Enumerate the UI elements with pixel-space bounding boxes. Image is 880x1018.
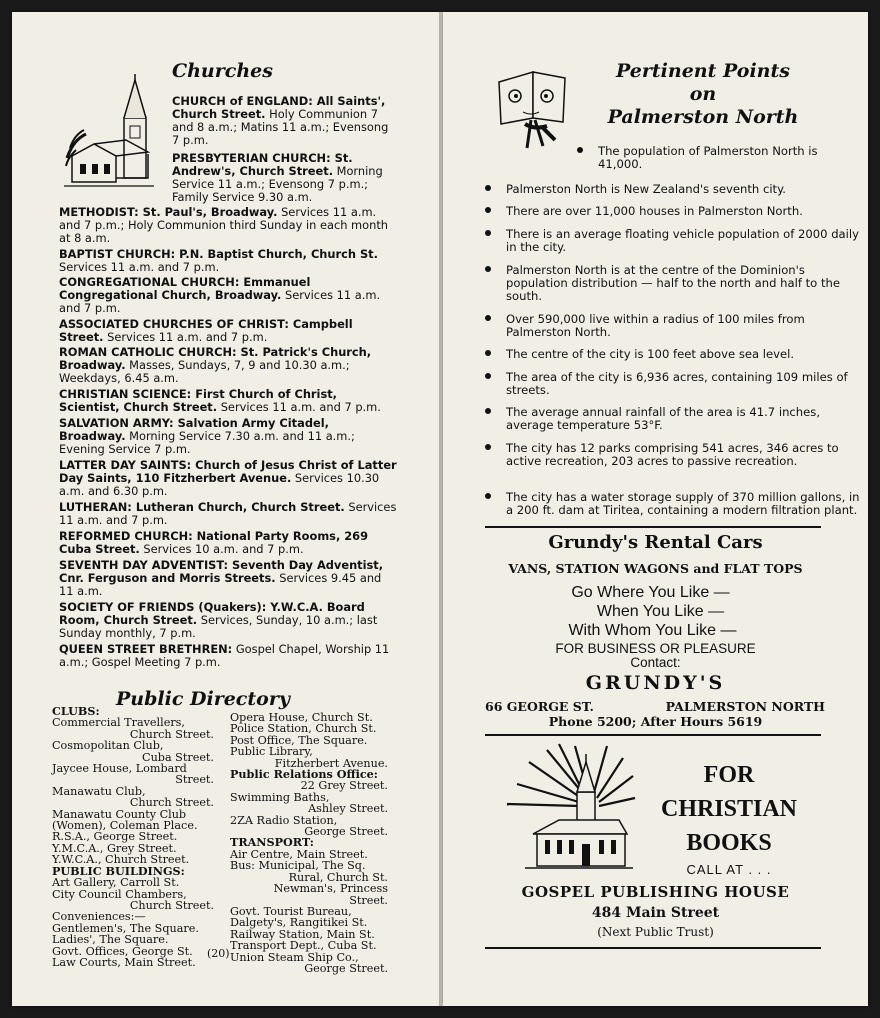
grundy-business-line	[443, 642, 868, 670]
directory-entry: Jaycee House, Lombard	[52, 762, 187, 776]
directory-heading: CLUBS:	[52, 704, 100, 718]
directory-entry: Govt. Tourist Bureau,	[230, 904, 352, 918]
directory-entry: Ladies', The Square.	[52, 933, 169, 947]
grundy-slogan: When You Like —	[596, 603, 725, 620]
directory-entry: Y.W.C.A., Church Street.	[52, 853, 190, 867]
bullet-icon	[577, 147, 583, 153]
church-illustration	[64, 74, 164, 196]
headline-line: BOOKS	[686, 830, 772, 856]
directory-entry: Public Library,	[230, 745, 313, 759]
directory-entry: Opera House, Church St.	[230, 711, 373, 724]
directory-entry: Law Courts, Main Street.	[52, 955, 196, 969]
grundy-slogan: With Whom You Like —	[568, 622, 737, 639]
gospel-note: (Next Public Trust)	[597, 925, 714, 939]
directory-entry: Dalgety's, Rangitikei St.	[230, 916, 368, 930]
directory-entry: Swimming Baths,	[230, 790, 330, 804]
directory-entry: Union Steam Ship Co.,	[230, 950, 359, 964]
grundy-slogan: Go Where You Like —	[571, 584, 730, 601]
directory-entry: Manawatu Club,	[52, 784, 146, 798]
directory-entry: City Council Chambers,	[52, 887, 187, 901]
directory-entry-continuation: Street.	[175, 773, 214, 787]
directory-entry: (Women), Coleman Place.	[52, 819, 198, 833]
grundy-subtitle: VANS, STATION WAGONS and FLAT TOPS	[508, 561, 803, 576]
bullet-icon	[485, 315, 491, 321]
gospel-address: 484 Main Street	[591, 905, 720, 921]
church-entry: ROMAN CATHOLIC CHURCH: St. Patrick's Church, Broadway. Masses, Sundays, 7, 9 and 10.30 a.m.; Weekdays, 6.45 a.m.	[59, 345, 372, 385]
grundy-title: Grundy's Rental Cars	[548, 532, 763, 553]
directory-entry: Railway Station, Main St.	[230, 927, 375, 941]
call-at: CALL AT . . .	[686, 862, 772, 877]
directory-entry: Commercial Travellers,	[52, 716, 185, 730]
directory-heading: PUBLIC BUILDINGS:	[52, 863, 185, 878]
church-entry: LUTHERAN: Lutheran Church, Church Street. Services 11 a.m. and 7 p.m.	[59, 500, 397, 527]
bullet-icon	[485, 493, 491, 499]
church-entry: CONGREGATIONAL CHURCH: Emmanuel Congregational Church, Broadway. Services 11 a.m. and 7 p.m.	[59, 275, 381, 315]
directory-entry-continuation: Newman's, Princess	[273, 882, 388, 896]
directory-entry-continuation: Ashley Street.	[308, 802, 388, 816]
christian-books-headline	[649, 758, 809, 860]
church-entry: LATTER DAY SAINTS: Church of Jesus Christ of Latter Day Saints, 110 Fitzherbert Avenue. Services 10.30 a.m. and 6.30 p.m.	[59, 458, 397, 498]
directory-entry: Manawatu County Club	[52, 807, 187, 821]
reader-illustration	[495, 68, 573, 154]
directory-entry: Art Gallery, Carroll St.	[52, 876, 180, 890]
page-number: (20)	[207, 947, 230, 960]
church-entry: SOCIETY OF FRIENDS (Quakers): Y.W.C.A. Board Room, Church Street. Services, Sunday, 10 a.m.; last Sunday monthly, 7 p.m.	[59, 600, 378, 640]
address-street: 66 GEORGE ST.	[485, 699, 594, 714]
headline-line: FOR	[703, 762, 755, 788]
directory-entry: Cosmopolitan Club,	[52, 739, 164, 753]
church-entry: METHODIST: St. Paul's, Broadway. Services 11 a.m. and 7 p.m.; Holy Communion third Sunday in each month at 8 a.m.	[59, 205, 389, 245]
headline-line: CHRISTIAN	[660, 796, 798, 822]
directory-entry-continuation: Church Street.	[129, 898, 214, 912]
directory-entry: Conveniences:—	[52, 910, 146, 924]
bullet-icon	[485, 230, 491, 236]
directory-entry-continuation: George Street.	[304, 961, 388, 975]
directory-entry-continuation: Cuba Street.	[142, 750, 214, 764]
directory-entry-continuation: George Street.	[304, 825, 388, 839]
directory-entry: Gentlemen's, The Square.	[52, 921, 199, 935]
title-line: Palmerston North	[607, 106, 799, 128]
grundy-phone: Phone 5200; After Hours 5619	[548, 714, 763, 729]
contact-label: Contact:	[630, 655, 681, 670]
bullet-icon	[485, 444, 491, 450]
church-entry: QUEEN STREET BRETHREN: Gospel Chapel, Worship 11 a.m.; Gospel Meeting 7 p.m.	[59, 642, 390, 669]
directory-entry: Air Centre, Main Street.	[230, 847, 368, 861]
directory-entry: 2ZA Radio Station,	[230, 813, 338, 827]
grundy-name: GRUNDY'S	[585, 672, 726, 694]
church-entry: CHURCH of ENGLAND: All Saints', Church Street. Holy Communion 7 and 8 a.m.; Matins 11 a.m.; Evensong 7 p.m.	[172, 94, 389, 147]
gospel-publishing-house: GOSPEL PUBLISHING HOUSE	[521, 883, 790, 901]
business-line: FOR BUSINESS OR PLEASURE	[555, 641, 756, 656]
church-entry: CHRISTIAN SCIENCE: First Church of Christ, Scientist, Church Street. Services 11 a.m. and 7 p.m.	[59, 387, 381, 414]
left-page	[12, 12, 439, 1006]
bullet-icon	[485, 185, 491, 191]
divider	[485, 947, 821, 949]
directory-entry: Police Station, Church St.	[230, 722, 377, 736]
churches-title: Churches	[172, 60, 273, 82]
directory-entry-continuation: Street.	[349, 893, 388, 907]
bullet-icon	[485, 207, 491, 213]
church-entry: BAPTIST CHURCH: P.N. Baptist Church, Church St. Services 11 a.m. and 7 p.m.	[59, 247, 378, 274]
divider	[485, 734, 821, 736]
address-city: PALMERSTON NORTH	[665, 699, 825, 714]
church-entry: SEVENTH DAY ADVENTIST: Seventh Day Adventist, Cnr. Ferguson and Morris Streets. Services 9.45 and 11 a.m.	[59, 558, 384, 598]
title-line: on	[689, 83, 717, 105]
directory-entry: R.S.A., George Street.	[52, 830, 178, 844]
bullet-icon	[485, 408, 491, 414]
grundy-address	[485, 699, 825, 714]
directory-entry-continuation: Fitzherbert Avenue.	[274, 756, 388, 770]
divider	[485, 526, 821, 528]
directory-entry-continuation: 22 Grey Street.	[300, 779, 388, 793]
directory-entry: Post Office, The Square.	[230, 733, 368, 747]
right-page: Pertinent Points on Palmerston North The population of Palmerston North is 41,000. Palmerston North is New Zealand's seventh city. There are over 11,000 houses in Palmerston North. There is an average floating vehicle population of 2000 daily in the city. Palmerston North is at the centre of the Dominion's population distribution — half to the north and half to the south. Over 590,000 live within a radius of 100 miles from Palmerston North. The centre of the city is 100 feet above sea level. The area of the city is 6,936 acres, containing 109 miles of streets. The average annual rainfall of the area is 41.7 inches, average temperature 53°F. The city has 12 parks comprising 541 acres, 346 acres to active recreation, 203 acres to passive recreation. The city has a water storage supply of 370 million gallons, in a 200 ft. dam at Tiritea, containing a modern filtration plant. Grundy's Rental Cars VANS, STATION WAGONS and FLAT TOPS Go Where You Like — When You Like — With Whom You Like — FOR BUSINESS OR PLEASURE Contact: GRUNDY'S 66 GEORGE ST. PALMERSTON NORTH Phone 5200; After Hours 5619 FOR CHRISTIAN BOOKS CALL AT . . . GOSPEL PUBLISHING HOUSE 484 Main Street (Next Public Trust)	[443, 12, 868, 1006]
directory-entry: Govt. Offices, George St.	[52, 944, 193, 958]
bullet-icon	[485, 373, 491, 379]
bullet-icon	[485, 350, 491, 356]
church-entry: SALVATION ARMY: Salvation Army Citadel, Broadway. Morning Service 7.30 a.m. and 11 a.m.; Evening Service 7 p.m.	[59, 416, 355, 456]
pertinent-points-title	[583, 60, 823, 129]
church-entry: REFORMED CHURCH: National Party Rooms, 269 Cuba Street. Services 10 a.m. and 7 p.m.	[59, 529, 369, 556]
title-line: Pertinent Points	[616, 60, 790, 82]
directory-left-column	[52, 706, 214, 968]
directory-entry: Bus: Municipal, The Sq.	[230, 859, 366, 873]
directory-entry: Y.M.C.A., Grey Street.	[52, 841, 177, 855]
directory-right-column	[230, 712, 388, 974]
directory-entry-continuation: Church Street.	[129, 727, 214, 741]
directory-heading: Public Relations Office:	[230, 767, 378, 782]
directory-heading: TRANSPORT:	[230, 835, 314, 850]
bullet-icon	[485, 266, 491, 272]
directory-entry-continuation: Rural, Church St.	[288, 870, 388, 884]
directory-entry: Transport Dept., Cuba St.	[230, 939, 377, 953]
church-entry: PRESBYTERIAN CHURCH: St. Andrew's, Church Street. Morning Service 11 a.m.; Evensong 7 p.m.; Family Service 9.30 a.m.	[172, 151, 383, 204]
church-entry: ASSOCIATED CHURCHES OF CHRIST: Campbell Street. Services 11 a.m. and 7 p.m.	[59, 317, 353, 344]
public-directory-title: Public Directory	[116, 688, 290, 710]
radiant-church-illustration	[499, 740, 639, 878]
directory-entry-continuation: Church Street.	[129, 796, 214, 810]
